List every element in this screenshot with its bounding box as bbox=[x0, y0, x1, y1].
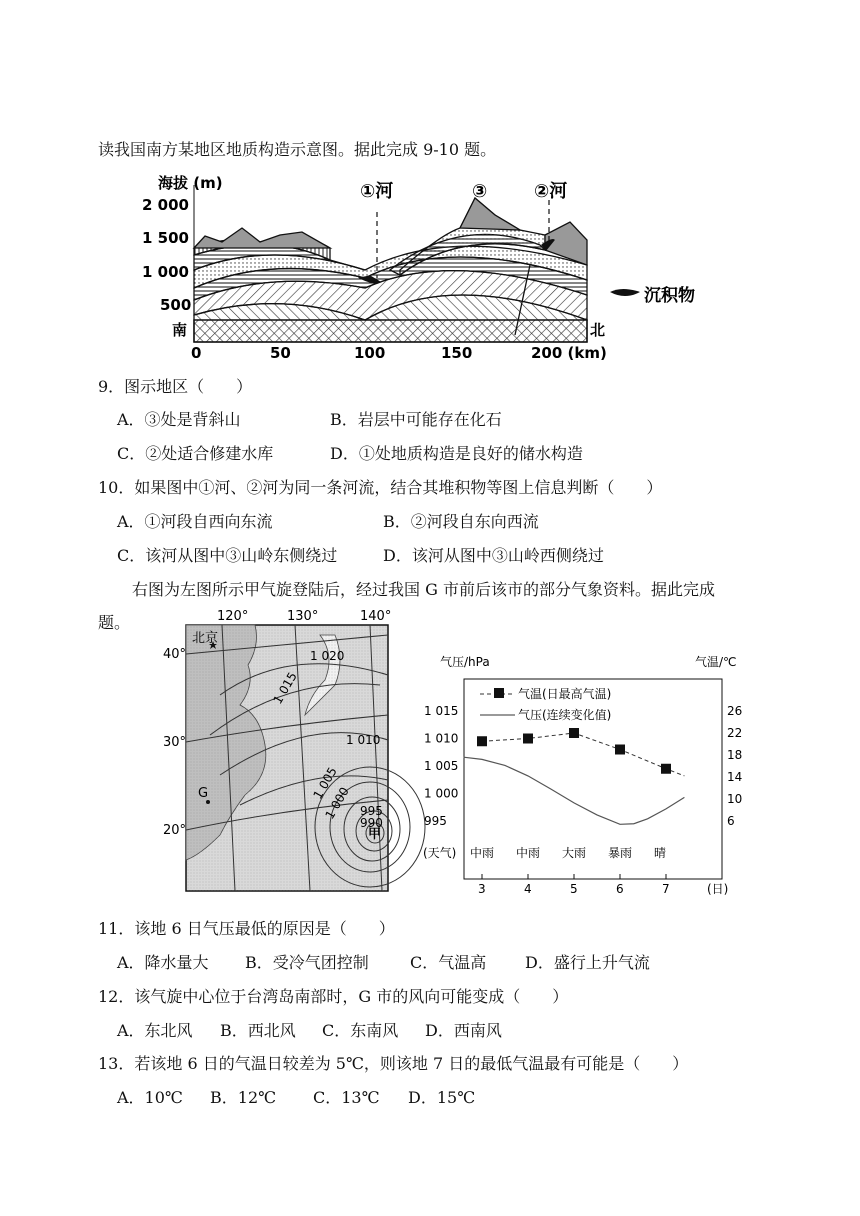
q9-stem: 9．图示地区（ ） bbox=[98, 377, 253, 396]
isobar-label: 1 005 bbox=[310, 764, 340, 802]
temperature-point bbox=[523, 734, 533, 744]
q10-option-b[interactable]: B．②河段自东向西流 bbox=[383, 512, 539, 531]
q12-option-a[interactable]: A．东北风 bbox=[117, 1021, 193, 1040]
y-tick: 2 000 bbox=[142, 196, 189, 214]
left-tick-label: 1 005 bbox=[424, 759, 459, 773]
q13-option-b[interactable]: B．12℃ bbox=[210, 1088, 277, 1107]
lon-label: 140° bbox=[360, 609, 392, 624]
weather-label: 暴雨 bbox=[608, 846, 633, 860]
q13-option-a[interactable]: A．10℃ bbox=[117, 1088, 183, 1107]
q10-stem: 10．如果图中①河、②河为同一条河流，结合其堆积物等图上信息判断（ ） bbox=[98, 478, 663, 497]
sediment-legend-symbol bbox=[610, 289, 640, 296]
q13-option-d[interactable]: D．15℃ bbox=[408, 1088, 476, 1107]
lon-label: 130° bbox=[287, 609, 319, 624]
left-tick-label: 1 010 bbox=[424, 731, 459, 746]
temperature-series-line bbox=[482, 733, 684, 776]
right-axis-label: 气温/℃ bbox=[695, 655, 737, 669]
right-tick-label: 22 bbox=[727, 726, 743, 740]
q11-option-b[interactable]: B．受冷气团控制 bbox=[245, 953, 369, 972]
lat-label: 40° bbox=[163, 647, 187, 662]
x-tick: 0 bbox=[191, 344, 202, 362]
isobar-label: 990 bbox=[360, 816, 383, 830]
isobar-label: 1 010 bbox=[346, 733, 381, 747]
left-tick-label: 995 bbox=[424, 814, 447, 828]
intro-text-11-13: 右图为左图所示甲气旋登陆后，经过我国 G 市前后该市的部分气象资料。据此完成 bbox=[132, 580, 715, 599]
y-tick: 1 500 bbox=[142, 229, 189, 247]
weather-label: 大雨 bbox=[562, 846, 587, 860]
intro-text-9-10: 读我国南方某地区地质构造示意图。据此完成 9-10 题。 bbox=[98, 140, 497, 159]
x-tick-label: 6 bbox=[616, 882, 624, 896]
temperature-point bbox=[569, 728, 579, 738]
x-tick-label: 5 bbox=[570, 882, 578, 896]
q11-stem: 11．该地 6 日气压最低的原因是（ ） bbox=[98, 919, 395, 938]
legend-pressure-label: 气压(连续变化值) bbox=[518, 708, 612, 722]
isobar-label: 995 bbox=[360, 804, 383, 818]
south-label: 南 bbox=[172, 321, 188, 339]
q10-option-a[interactable]: A．①河段自西向东流 bbox=[117, 512, 273, 531]
y-tick: 500 bbox=[160, 296, 192, 314]
x-tick-label: 4 bbox=[524, 882, 532, 896]
cyclone-isobar-map bbox=[160, 605, 400, 895]
x-axis-unit: (日) bbox=[707, 882, 729, 896]
g-city-label: G bbox=[198, 786, 209, 801]
temperature-point bbox=[477, 736, 487, 746]
river2-label: ②河 bbox=[534, 181, 568, 202]
weather-chart bbox=[420, 645, 743, 900]
q10-option-d[interactable]: D．该河从图中③山岭西侧绕过 bbox=[383, 546, 604, 565]
x-tick: 200 (km) bbox=[531, 344, 607, 362]
right-tick-label: 10 bbox=[727, 792, 743, 806]
lon-label: 120° bbox=[217, 609, 249, 624]
x-tick: 50 bbox=[270, 344, 291, 362]
cyclone-jia-label: 甲 bbox=[368, 827, 382, 842]
left-axis-label: 气压/hPa bbox=[440, 655, 490, 669]
legend-square-icon bbox=[494, 688, 504, 698]
lat-label: 30° bbox=[163, 735, 187, 750]
q12-option-b[interactable]: B．西北风 bbox=[220, 1021, 296, 1040]
x-tick: 100 bbox=[354, 344, 386, 362]
q11-option-a[interactable]: A．降水量大 bbox=[117, 953, 209, 972]
right-tick-label: 6 bbox=[727, 814, 735, 828]
q12-stem: 12．该气旋中心位于台湾岛南部时，G 市的风向可能变成（ ） bbox=[98, 987, 569, 1006]
intro-text-11-13-cont: 题。 bbox=[98, 613, 131, 632]
q9-option-b[interactable]: B．岩层中可能存在化石 bbox=[330, 410, 502, 429]
left-tick-label: 1 015 bbox=[424, 704, 459, 718]
mark-3-label: ③ bbox=[472, 181, 488, 202]
q11-option-d[interactable]: D．盛行上升气流 bbox=[525, 953, 650, 972]
q12-option-d[interactable]: D．西南风 bbox=[425, 1021, 502, 1040]
q11-option-c[interactable]: C．气温高 bbox=[410, 953, 487, 972]
temperature-point bbox=[615, 745, 625, 755]
x-tick: 150 bbox=[441, 344, 473, 362]
river1-label: ①河 bbox=[360, 181, 394, 202]
beijing-label: 北京 bbox=[192, 631, 219, 646]
x-tick-label: 7 bbox=[662, 882, 670, 896]
isobar-label: 1 015 bbox=[270, 669, 300, 707]
q12-option-c[interactable]: C．东南风 bbox=[322, 1021, 399, 1040]
q13-stem: 13．若该地 6 日的气温日较差为 5℃，则该地 7 日的最低气温最有可能是（ ） bbox=[98, 1054, 689, 1073]
right-tick-label: 26 bbox=[727, 704, 743, 718]
geology-cross-section bbox=[142, 170, 710, 365]
q9-option-a[interactable]: A．③处是背斜山 bbox=[117, 410, 241, 429]
sediment-legend-label: 沉积物 bbox=[644, 286, 695, 306]
weather-label: 中雨 bbox=[470, 846, 495, 860]
q9-option-d[interactable]: D．①处地质构造是良好的储水构造 bbox=[330, 444, 583, 463]
q9-option-c[interactable]: C．②处适合修建水库 bbox=[117, 444, 274, 463]
x-tick-label: 3 bbox=[478, 882, 486, 896]
left-tick-label: 1 000 bbox=[424, 786, 459, 801]
y-tick: 1 000 bbox=[142, 263, 189, 281]
weather-label: 晴 bbox=[654, 846, 667, 860]
q13-option-c[interactable]: C．13℃ bbox=[313, 1088, 380, 1107]
right-tick-label: 18 bbox=[727, 748, 743, 762]
weather-row-label: (天气) bbox=[423, 846, 457, 860]
right-tick-label: 14 bbox=[727, 770, 743, 784]
isobar-label: 1 000 bbox=[322, 784, 352, 822]
north-label: 北 bbox=[590, 321, 606, 339]
pressure-series-line bbox=[464, 757, 685, 824]
q10-option-c[interactable]: C．该河从图中③山岭东侧绕过 bbox=[117, 546, 338, 565]
temperature-point bbox=[661, 764, 671, 774]
isobar-label: 1 020 bbox=[310, 649, 345, 663]
lat-label: 20° bbox=[163, 823, 187, 838]
y-axis-title: 海拔 (m) bbox=[158, 174, 223, 192]
legend-temp-label: 气温(日最高气温) bbox=[518, 687, 612, 701]
weather-label: 中雨 bbox=[516, 846, 541, 860]
